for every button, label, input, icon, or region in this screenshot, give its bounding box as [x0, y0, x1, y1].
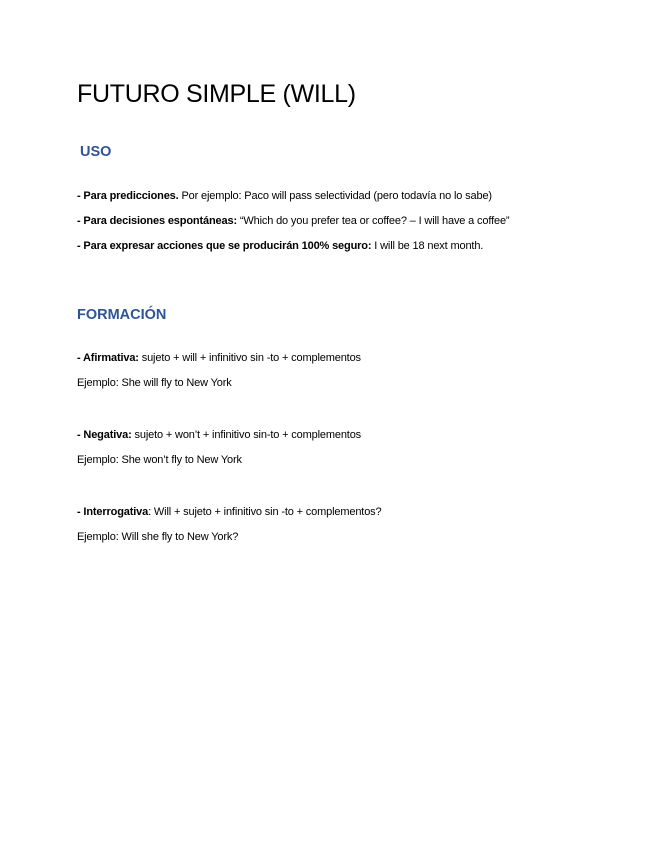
section-heading-uso: USO	[80, 144, 112, 160]
section-heading-formacion: FORMACIÓN	[77, 307, 167, 323]
formacion-negativa-example: Ejemplo: She won’t fly to New York	[77, 454, 242, 466]
formacion-label: - Afirmativa:	[77, 352, 139, 364]
formacion-rule: sujeto + won’t + infinitivo sin-to + complementos	[131, 429, 362, 441]
uso-item-predicciones	[77, 190, 492, 202]
formacion-rule: : Will + sujeto + infinitivo sin -to + complementos?	[148, 506, 382, 518]
formacion-afirmativa	[77, 352, 361, 364]
uso-item-text: Por ejemplo: Paco will pass selectividad (pero todavía no lo sabe)	[178, 190, 492, 202]
formacion-negativa	[77, 429, 361, 441]
uso-item-label: - Para decisiones espontáneas:	[77, 215, 237, 227]
uso-item-label: - Para predicciones.	[77, 190, 179, 202]
formacion-afirmativa-example: Ejemplo: She will fly to New York	[77, 377, 232, 389]
formacion-label: - Negativa:	[77, 429, 132, 441]
uso-item-decisiones	[77, 215, 509, 227]
page-title: FUTURO SIMPLE (WILL)	[77, 80, 356, 108]
uso-item-text: I will be 18 next month.	[371, 240, 484, 252]
formacion-rule: sujeto + will + infinitivo sin -to + complementos	[138, 352, 361, 364]
uso-item-label: - Para expresar acciones que se producirán 100% seguro:	[77, 240, 372, 252]
formacion-interrogativa	[77, 506, 382, 518]
formacion-label: - Interrogativa	[77, 506, 149, 518]
uso-item-text: “Which do you prefer tea or coffee? – I will have a coffee”	[236, 215, 510, 227]
formacion-interrogativa-example: Ejemplo: Will she fly to New York?	[77, 531, 239, 543]
uso-item-acciones-seguras	[77, 240, 483, 252]
